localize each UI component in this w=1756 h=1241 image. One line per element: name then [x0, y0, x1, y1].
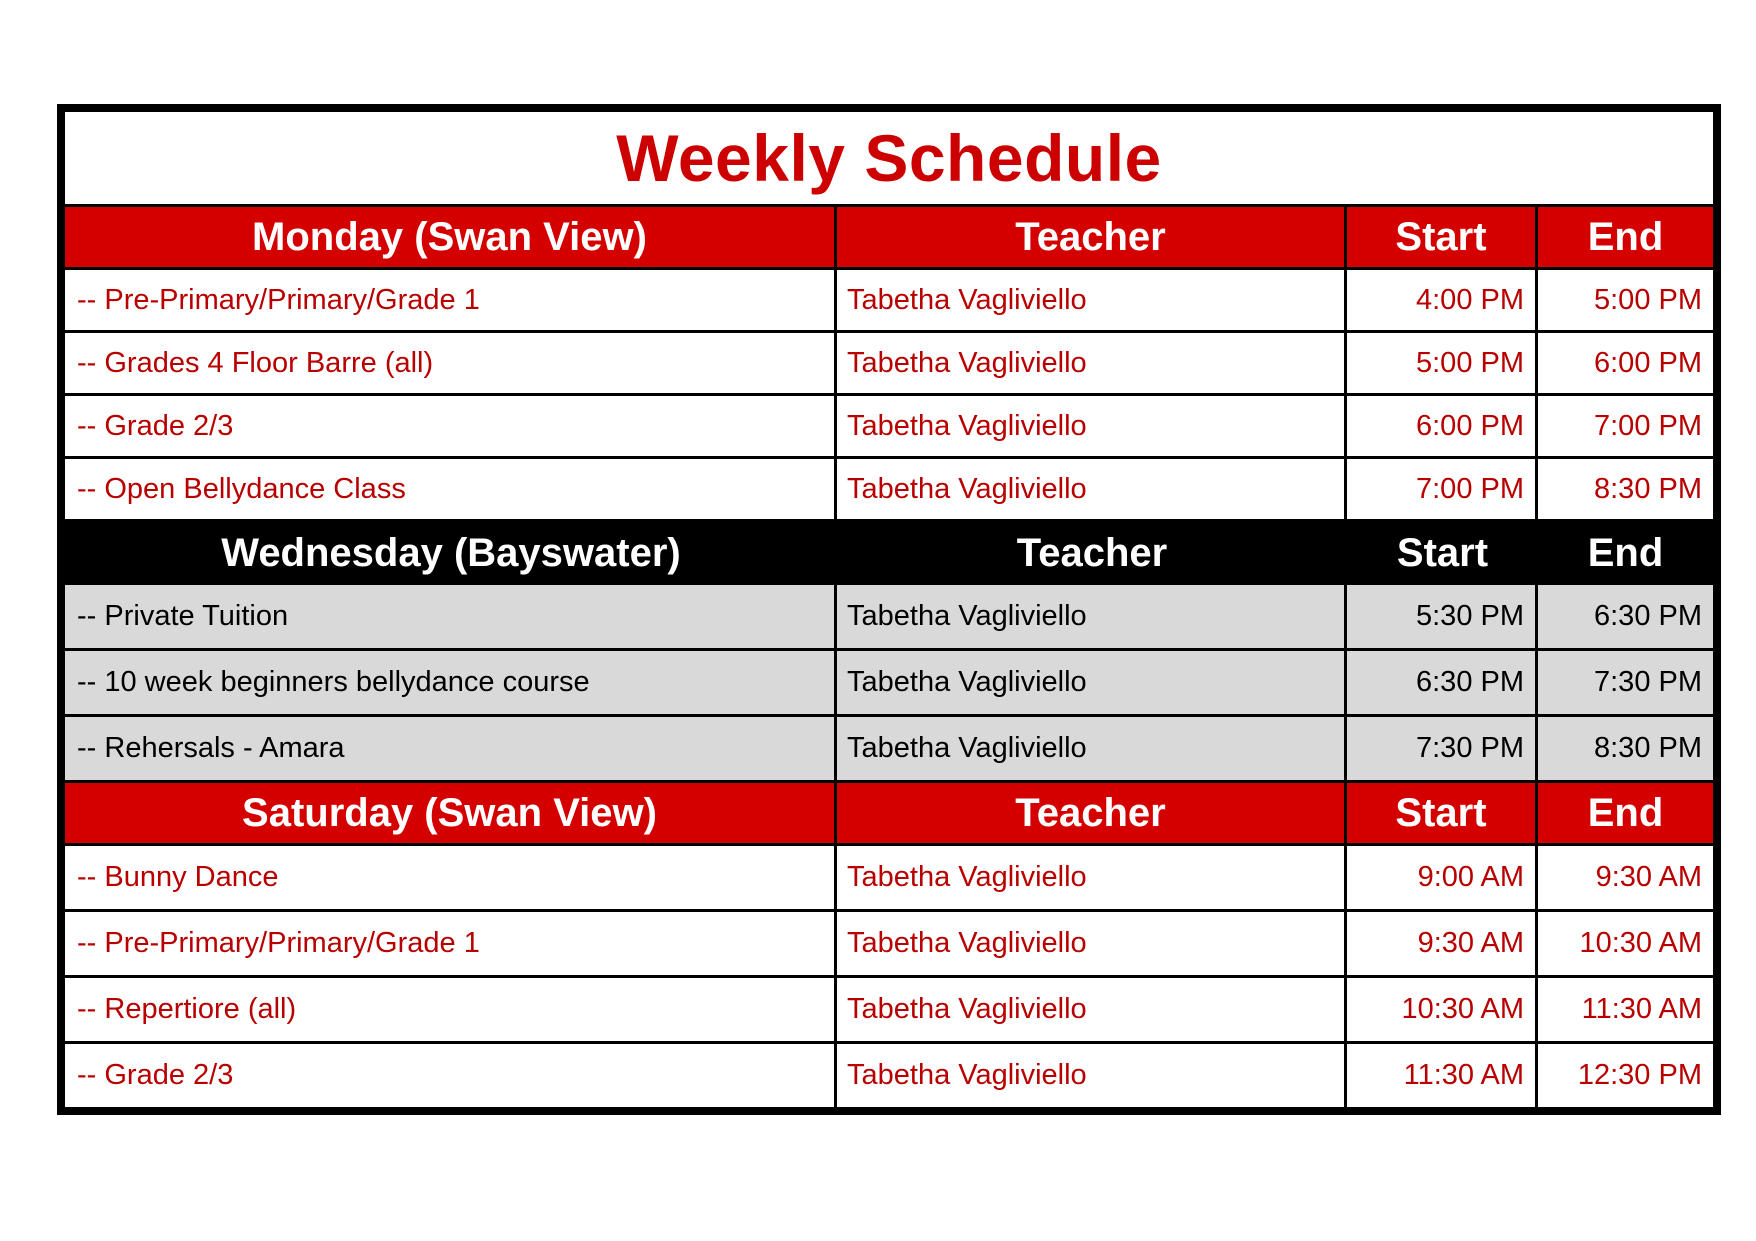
teacher-name: Tabetha Vagliviello [837, 717, 1347, 783]
table-row [65, 846, 1713, 912]
class-name: -- Grades 4 Floor Barre (all) [65, 333, 837, 396]
end-time: 7:30 PM [1538, 651, 1713, 717]
section-header [65, 783, 1713, 846]
start-time: 4:00 PM [1347, 270, 1538, 333]
table-row [65, 459, 1713, 522]
teacher-name: Tabetha Vagliviello [837, 651, 1347, 717]
class-name: -- Grade 2/3 [65, 396, 837, 459]
section-header [65, 522, 1713, 585]
start-header: Start [1347, 207, 1538, 270]
end-header: End [1538, 207, 1713, 270]
start-time: 6:30 PM [1347, 651, 1538, 717]
teacher-name: Tabetha Vagliviello [837, 978, 1347, 1044]
class-name: -- Bunny Dance [65, 846, 837, 912]
class-name: -- Pre-Primary/Primary/Grade 1 [65, 912, 837, 978]
end-header: End [1538, 522, 1713, 585]
class-name: -- Repertiore (all) [65, 978, 837, 1044]
end-time: 6:00 PM [1538, 333, 1713, 396]
section-wednesday [65, 522, 1713, 783]
class-name: -- 10 week beginners bellydance course [65, 651, 837, 717]
teacher-name: Tabetha Vagliviello [837, 912, 1347, 978]
end-time: 7:00 PM [1538, 396, 1713, 459]
day-header: Saturday (Swan View) [65, 783, 837, 846]
day-header: Wednesday (Bayswater) [65, 522, 837, 585]
day-header: Monday (Swan View) [65, 207, 837, 270]
start-time: 11:30 AM [1347, 1044, 1538, 1107]
teacher-name: Tabetha Vagliviello [837, 585, 1347, 651]
class-name: -- Private Tuition [65, 585, 837, 651]
teacher-name: Tabetha Vagliviello [837, 270, 1347, 333]
start-time: 9:00 AM [1347, 846, 1538, 912]
section-header [65, 207, 1713, 270]
start-time: 7:30 PM [1347, 717, 1538, 783]
start-header: Start [1347, 522, 1538, 585]
table-row [65, 333, 1713, 396]
table-row [65, 912, 1713, 978]
teacher-name: Tabetha Vagliviello [837, 333, 1347, 396]
teacher-name: Tabetha Vagliviello [837, 459, 1347, 522]
class-name: -- Open Bellydance Class [65, 459, 837, 522]
teacher-name: Tabetha Vagliviello [837, 1044, 1347, 1107]
end-time: 8:30 PM [1538, 717, 1713, 783]
end-time: 5:00 PM [1538, 270, 1713, 333]
table-row [65, 717, 1713, 783]
table-row [65, 396, 1713, 459]
teacher-header: Teacher [837, 522, 1347, 585]
title-row [65, 112, 1713, 207]
teacher-name: Tabetha Vagliviello [837, 846, 1347, 912]
start-time: 6:00 PM [1347, 396, 1538, 459]
section-monday [65, 207, 1713, 522]
start-time: 10:30 AM [1347, 978, 1538, 1044]
start-header: Start [1347, 783, 1538, 846]
end-time: 10:30 AM [1538, 912, 1713, 978]
teacher-header: Teacher [837, 207, 1347, 270]
class-name: -- Rehersals - Amara [65, 717, 837, 783]
table-row [65, 270, 1713, 333]
table-row [65, 651, 1713, 717]
start-time: 7:00 PM [1347, 459, 1538, 522]
end-time: 6:30 PM [1538, 585, 1713, 651]
class-name: -- Grade 2/3 [65, 1044, 837, 1107]
end-time: 11:30 AM [1538, 978, 1713, 1044]
start-time: 5:30 PM [1347, 585, 1538, 651]
table-row [65, 1044, 1713, 1107]
section-saturday [65, 783, 1713, 1107]
end-time: 12:30 PM [1577, 1059, 1702, 1091]
weekly-schedule-table [57, 104, 1721, 1115]
start-time: 5:00 PM [1347, 333, 1538, 396]
table-row [65, 585, 1713, 651]
teacher-header: Teacher [837, 783, 1347, 846]
schedule-title: Weekly Schedule [616, 121, 1162, 195]
end-time: 8:30 PM [1538, 459, 1713, 522]
table-row [65, 978, 1713, 1044]
end-header: End [1538, 783, 1713, 846]
start-time: 9:30 AM [1347, 912, 1538, 978]
class-name: -- Pre-Primary/Primary/Grade 1 [65, 270, 837, 333]
teacher-name: Tabetha Vagliviello [837, 396, 1347, 459]
end-time: 9:30 AM [1538, 846, 1713, 912]
